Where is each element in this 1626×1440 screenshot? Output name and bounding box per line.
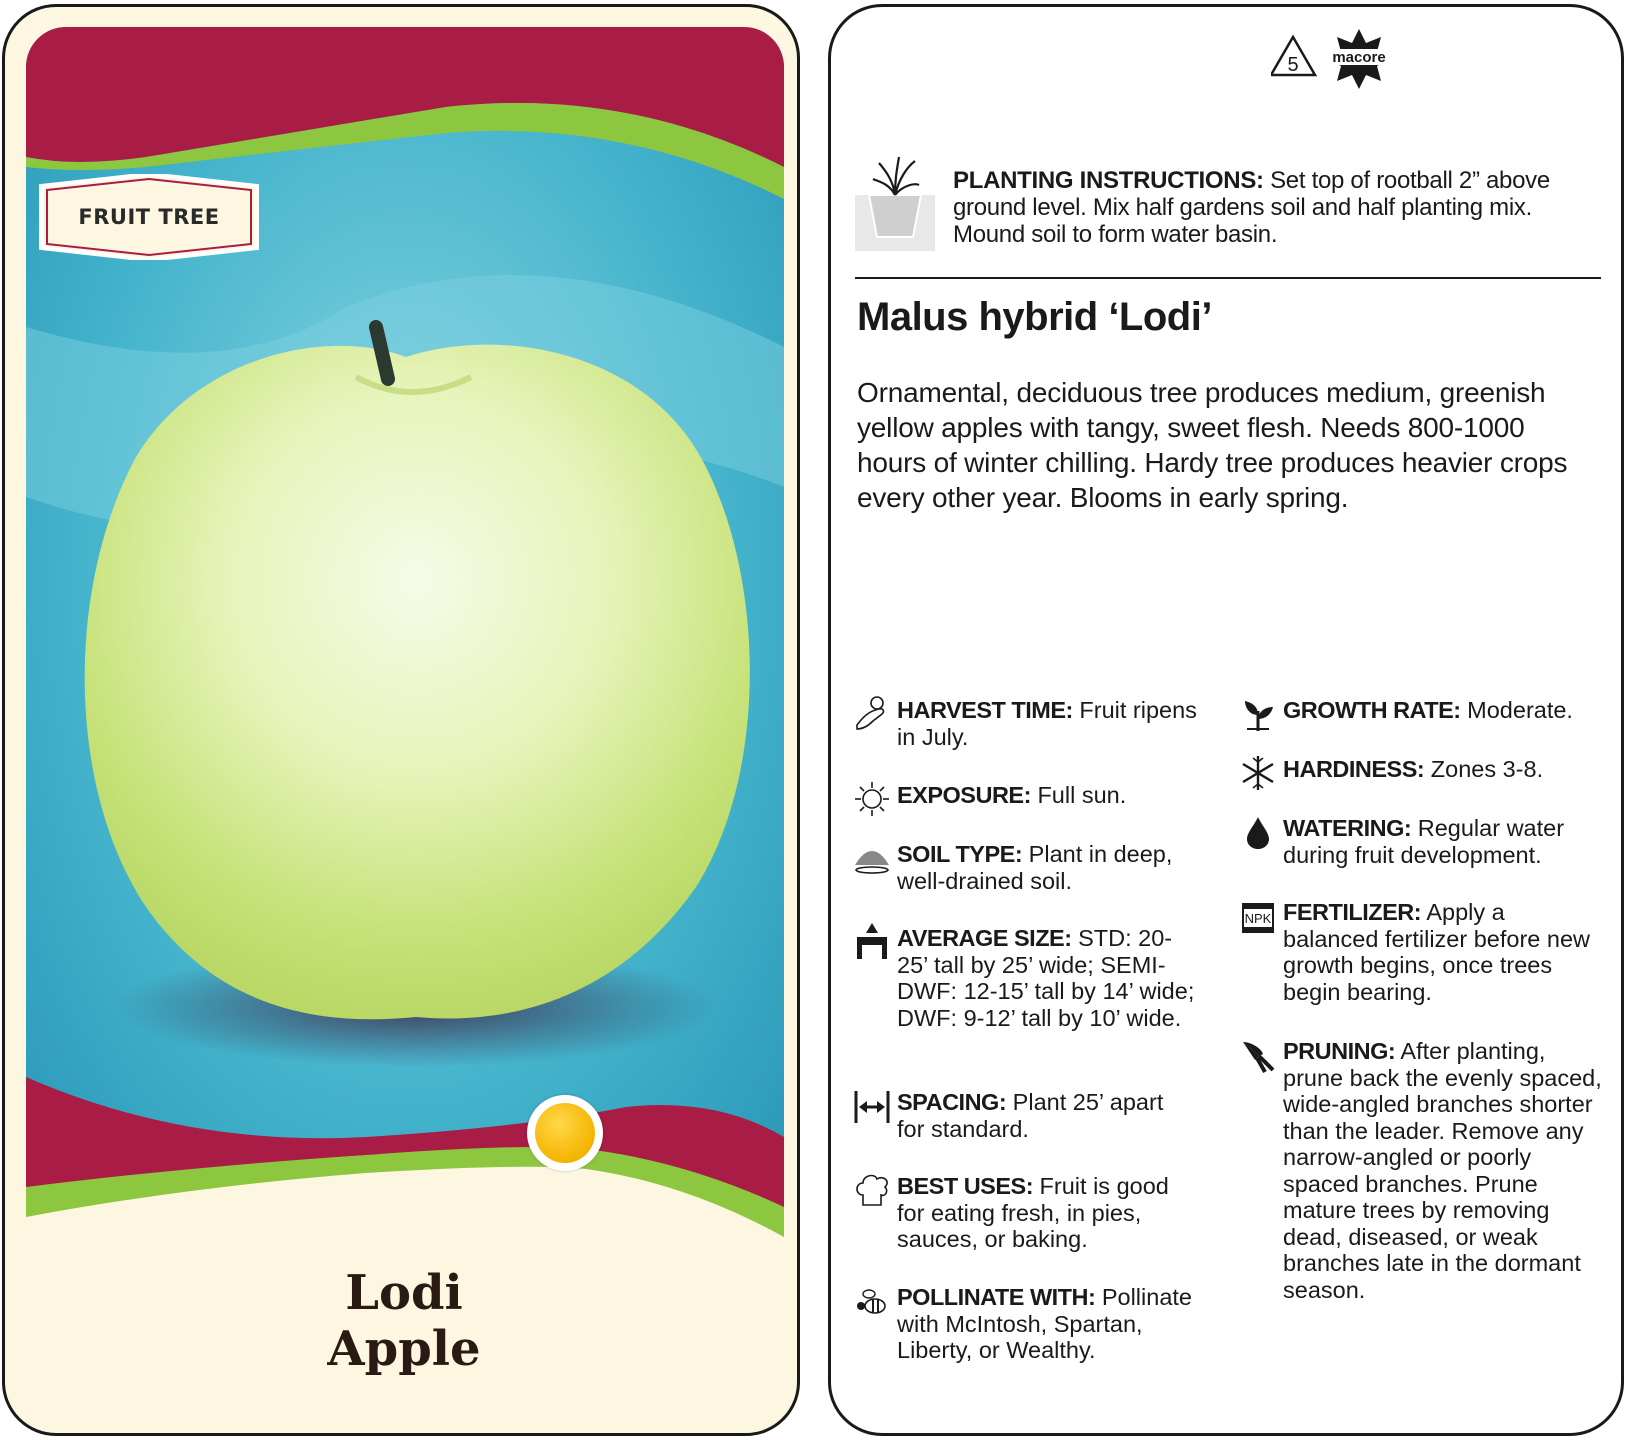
attr-best-uses: BEST USES: Fruit is good for eating fresh, in pies, sauces, or baking.: [897, 1173, 1197, 1253]
category-label: FRUIT TREE: [78, 205, 220, 229]
sun-icon: [853, 780, 891, 818]
spacing-arrows-icon: [853, 1087, 891, 1125]
front-card: [2, 4, 800, 1436]
fruit-tree-tag: [39, 174, 259, 260]
brand-label: macore: [1332, 49, 1386, 66]
attr-spacing: SPACING: Plant 25’ apart for standard.: [897, 1089, 1197, 1142]
attr-harvest-time: HARVEST TIME: Fruit ripens in July.: [897, 697, 1197, 750]
badges: [1271, 29, 1401, 94]
planting-instructions: [953, 167, 1573, 248]
attr-soil-type: SOIL TYPE: Plant in deep, well-drained soil.: [897, 841, 1197, 894]
attr-hardiness: HARDINESS: Zones 3-8.: [1283, 756, 1603, 783]
planting-text: Set top of rootball 2” above ground level. Mix half gardens soil and half planting mix. Mound soil to form water basin.: [953, 167, 1550, 248]
back-card: [828, 4, 1624, 1436]
bee-icon: [853, 1282, 891, 1320]
tree-size-icon: [853, 923, 891, 961]
soil-pile-icon: [853, 839, 891, 877]
sun-exposure-icon: [527, 1095, 603, 1171]
chef-hat-icon: [853, 1171, 891, 1209]
attr-exposure: EXPOSURE: Full sun.: [897, 782, 1197, 809]
botanical-name: Malus hybrid ‘Lodi’: [857, 295, 1212, 339]
attr-pollinate-with: POLLINATE WITH: Pollinate with McIntosh, Spartan, Liberty, or Wealthy.: [897, 1284, 1207, 1364]
planting-label: PLANTING INSTRUCTIONS:: [953, 167, 1264, 194]
svg-text:NPK: NPK: [1244, 911, 1272, 926]
plant-name-line1: Lodi: [345, 1265, 463, 1321]
attr-watering: WATERING: Regular water during fruit development.: [1283, 815, 1603, 868]
npk-bag-icon: [1239, 897, 1277, 935]
plant-name-line2: Apple: [327, 1321, 481, 1377]
harvest-hand-icon: [853, 695, 891, 733]
snowflake-icon: [1239, 754, 1277, 792]
description: Ornamental, deciduous tree produces medium, greenish yellow apples with tangy, sweet flesh. Needs 800-1000 hours of winter chilling. Hardy tree produces heavier crops every other year. Blooms in early spring.: [857, 377, 1568, 513]
attr-fertilizer: NPK FERTILIZER: Apply a balanced fertilizer before new growth begins, once trees begin bearing.: [1283, 899, 1603, 1005]
planting-pot-icon: [855, 155, 935, 256]
divider: [855, 277, 1601, 279]
attr-pruning: PRUNING: After planting, prune back the evenly spaced, wide-angled branches shorter than the leader. Remove any narrow-angled or poorly spaced branches. Prune mature trees by removing dead, diseased, or weak branches late in the dormant season.: [1283, 1038, 1603, 1303]
attr-average-size: AVERAGE SIZE: STD: 20-25’ tall by 25’ wide; SEMI-DWF: 12-15’ tall by 14’ wide; DWF: 9-12’ tall by 10’ wide.: [897, 925, 1197, 1031]
recycle-number: 5: [1287, 54, 1299, 76]
water-drop-icon: [1239, 813, 1277, 851]
attr-growth-rate: GROWTH RATE: Moderate.: [1283, 697, 1603, 724]
sprout-icon: [1239, 695, 1277, 733]
pruning-shears-icon: [1239, 1036, 1277, 1074]
macore-logo-icon: [1327, 29, 1391, 89]
